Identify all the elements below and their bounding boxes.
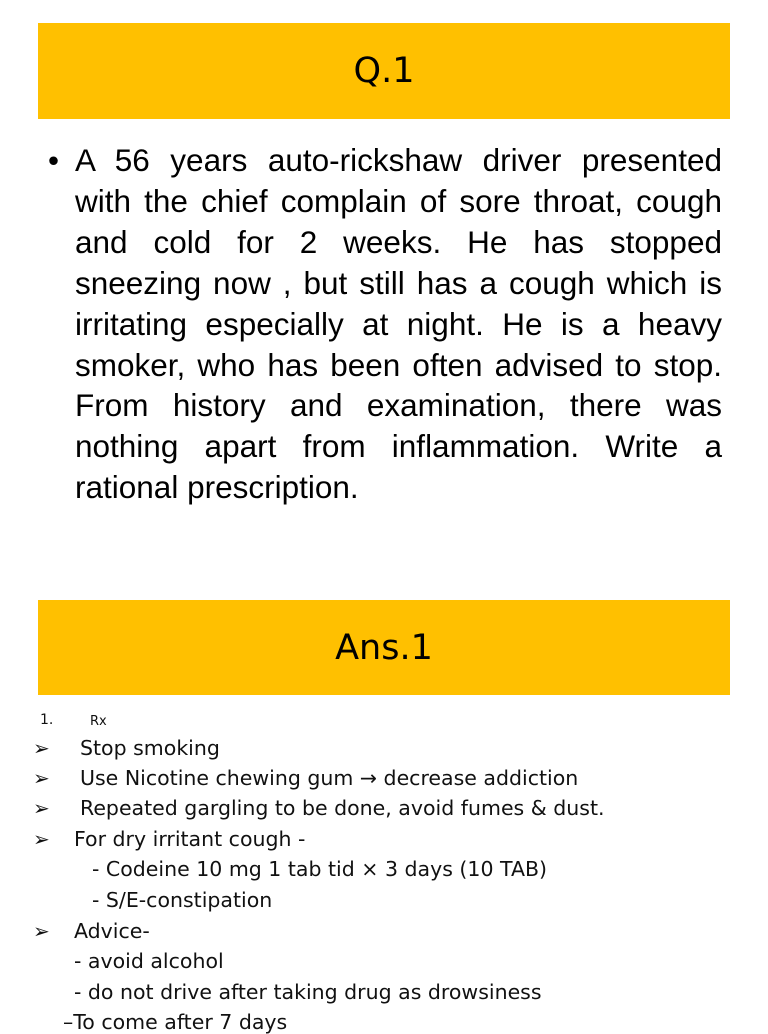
arrow-bullet-icon: ➢: [33, 919, 50, 943]
question-block: [48, 140, 722, 508]
list-subitem-no-drive: - do not drive after taking drug as drowsiness: [74, 980, 542, 1004]
list-item-label: Use Nicotine chewing gum → decrease addiction: [80, 766, 579, 790]
answer-title: Ans.1: [335, 627, 433, 668]
question-banner: [38, 23, 730, 119]
list-subitem-follow-up: –To come after 7 days: [63, 1010, 288, 1034]
bullet-icon: •: [48, 142, 60, 178]
list-subitem-codeine: - Codeine 10 mg 1 tab tid × 3 days (10 TAB): [92, 857, 548, 881]
list-number: 1.: [40, 712, 54, 728]
arrow-bullet-icon: ➢: [33, 827, 50, 851]
list-subitem-avoid-alcohol: - avoid alcohol: [74, 949, 224, 973]
list-item-label: Advice-: [74, 919, 150, 943]
question-title: Q.1: [353, 51, 415, 91]
arrow-bullet-icon: ➢: [33, 766, 50, 790]
arrow-bullet-icon: ➢: [33, 796, 50, 820]
rx-label: Rx: [90, 714, 107, 729]
list-item-label: Stop smoking: [80, 736, 220, 760]
question-text: A 56 years auto-rickshaw driver presented with the chief complain of sore throat, cough and cold for 2 weeks. He has stopped sneezing now , but still has a cough which is irritating especially at night. He is a heavy smoker, who has been often advised to stop. From history and examination, there was nothing apart from inflammation. Write a rational prescription.: [75, 142, 722, 506]
answer-banner: [38, 600, 730, 695]
list-subitem-side-effect: - S/E-constipation: [92, 888, 273, 912]
list-item-label: Repeated gargling to be done, avoid fumes & dust.: [80, 796, 605, 820]
list-item-label: For dry irritant cough -: [74, 827, 306, 851]
arrow-bullet-icon: ➢: [33, 736, 50, 760]
